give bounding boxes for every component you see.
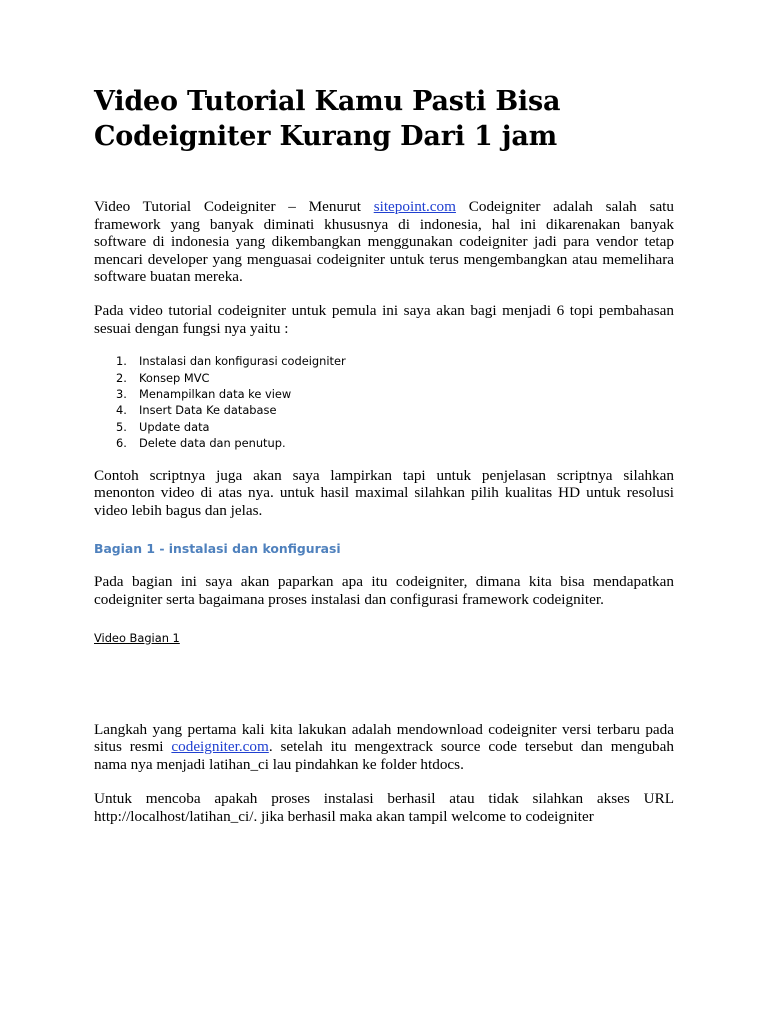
topics-intro-line-1: Pada video tutorial codeigniter untuk pemula ini saya akan bagi menjadi 6 topi pembahasan	[94, 301, 674, 319]
intro-line-1	[94, 198, 674, 216]
intro-text-after-link: Codeigniter adalah salah satu	[455, 198, 674, 215]
steps-text-before-link: situs resmi	[94, 738, 172, 756]
list-item	[116, 419, 674, 435]
script-note-line-1: Contoh scriptnya juga akan saya lampirkan tapi untuk penjelasan scriptnya silahkan	[94, 466, 674, 484]
steps-line-1: Langkah yang pertama kali kita lakukan adalah mendownload codeigniter versi terbaru pada	[94, 720, 674, 738]
script-note-paragraph	[94, 467, 674, 520]
list-item-number: 5.	[116, 419, 127, 434]
list-item-text: Menampilkan data ke view	[139, 386, 292, 401]
list-item-text: Insert Data Ke database	[139, 403, 277, 418]
sitepoint-link[interactable]: sitepoint.com	[373, 198, 456, 215]
section-1-paragraph	[94, 573, 674, 608]
test-line-2: http://localhost/latihan_ci/. jika berhasil maka akan tampil welcome to codeigniter	[94, 807, 594, 825]
topics-list	[116, 353, 674, 451]
list-item	[116, 353, 674, 369]
topics-intro-paragraph	[94, 302, 674, 337]
intro-line-5: software buatan mereka.	[94, 268, 243, 286]
list-item-number: 1.	[116, 354, 127, 369]
intro-paragraph	[94, 198, 674, 286]
topics-intro-line-2: sesuai dengan fungsi nya yaitu :	[94, 319, 289, 337]
list-item	[116, 386, 674, 402]
codeigniter-link[interactable]: codeigniter.com	[171, 738, 269, 756]
list-item-number: 3.	[116, 386, 127, 401]
list-item	[116, 370, 674, 386]
list-item	[116, 402, 674, 418]
list-item-text: Konsep MVC	[139, 370, 210, 385]
video-bagian-1-link[interactable]: Video Bagian 1	[94, 630, 180, 645]
list-item	[116, 435, 674, 451]
list-item-number: 6.	[116, 436, 127, 451]
script-note-line-2: menonton video di atas nya. untuk hasil maximal silahkan pilih kualitas HD untuk resolusi	[94, 484, 674, 502]
list-item-text: Instalasi dan konfigurasi codeigniter	[139, 354, 346, 369]
section-1-heading: Bagian 1 - instalasi dan konfigurasi	[94, 541, 341, 557]
script-note-line-3: video lebih bagus dan jelas.	[94, 501, 263, 519]
steps-text-after-link: . setelah itu mengextrack source code tersebut dan mengubah	[268, 738, 674, 756]
list-item-number: 2.	[116, 370, 127, 385]
steps-paragraph	[94, 721, 674, 774]
intro-line-3: software di indonesia yang dikembangkan menggunakan codeigniter jadi para vendor tetap	[94, 233, 674, 251]
title-line-1: Video Tutorial Kamu Pasti Bisa	[94, 86, 561, 117]
video-embed-placeholder	[94, 647, 674, 721]
document-title	[94, 84, 674, 154]
list-item-number: 4.	[116, 403, 127, 418]
steps-line-2	[94, 738, 674, 756]
list-item-text: Delete data dan penutup.	[139, 436, 286, 451]
document-page	[94, 84, 674, 826]
section-1-line-1: Pada bagian ini saya akan paparkan apa itu codeigniter, dimana kita bisa mendapatkan	[94, 573, 674, 591]
list-item-text: Update data	[139, 419, 210, 434]
intro-line-4: mencari developer yang menguasai codeigniter untuk terus mengembangkan atau memelihara	[94, 250, 674, 268]
test-line-1: Untuk mencoba apakah proses instalasi berhasil atau tidak silahkan akses URL	[94, 790, 674, 808]
intro-text-before-link: Video Tutorial Codeigniter – Menurut	[94, 198, 374, 215]
steps-line-3: nama nya menjadi latihan_ci lau pindahkan ke folder htdocs.	[94, 755, 464, 773]
test-paragraph	[94, 790, 674, 825]
title-line-2: Codeigniter Kurang Dari 1 jam	[94, 121, 557, 152]
intro-line-2: framework yang banyak diminati khususnya di indonesia, hal ini dikarenakan banyak	[94, 215, 674, 233]
section-1-line-2: codeigniter serta bagaimana proses instalasi dan configurasi framework codeigniter.	[94, 590, 604, 608]
